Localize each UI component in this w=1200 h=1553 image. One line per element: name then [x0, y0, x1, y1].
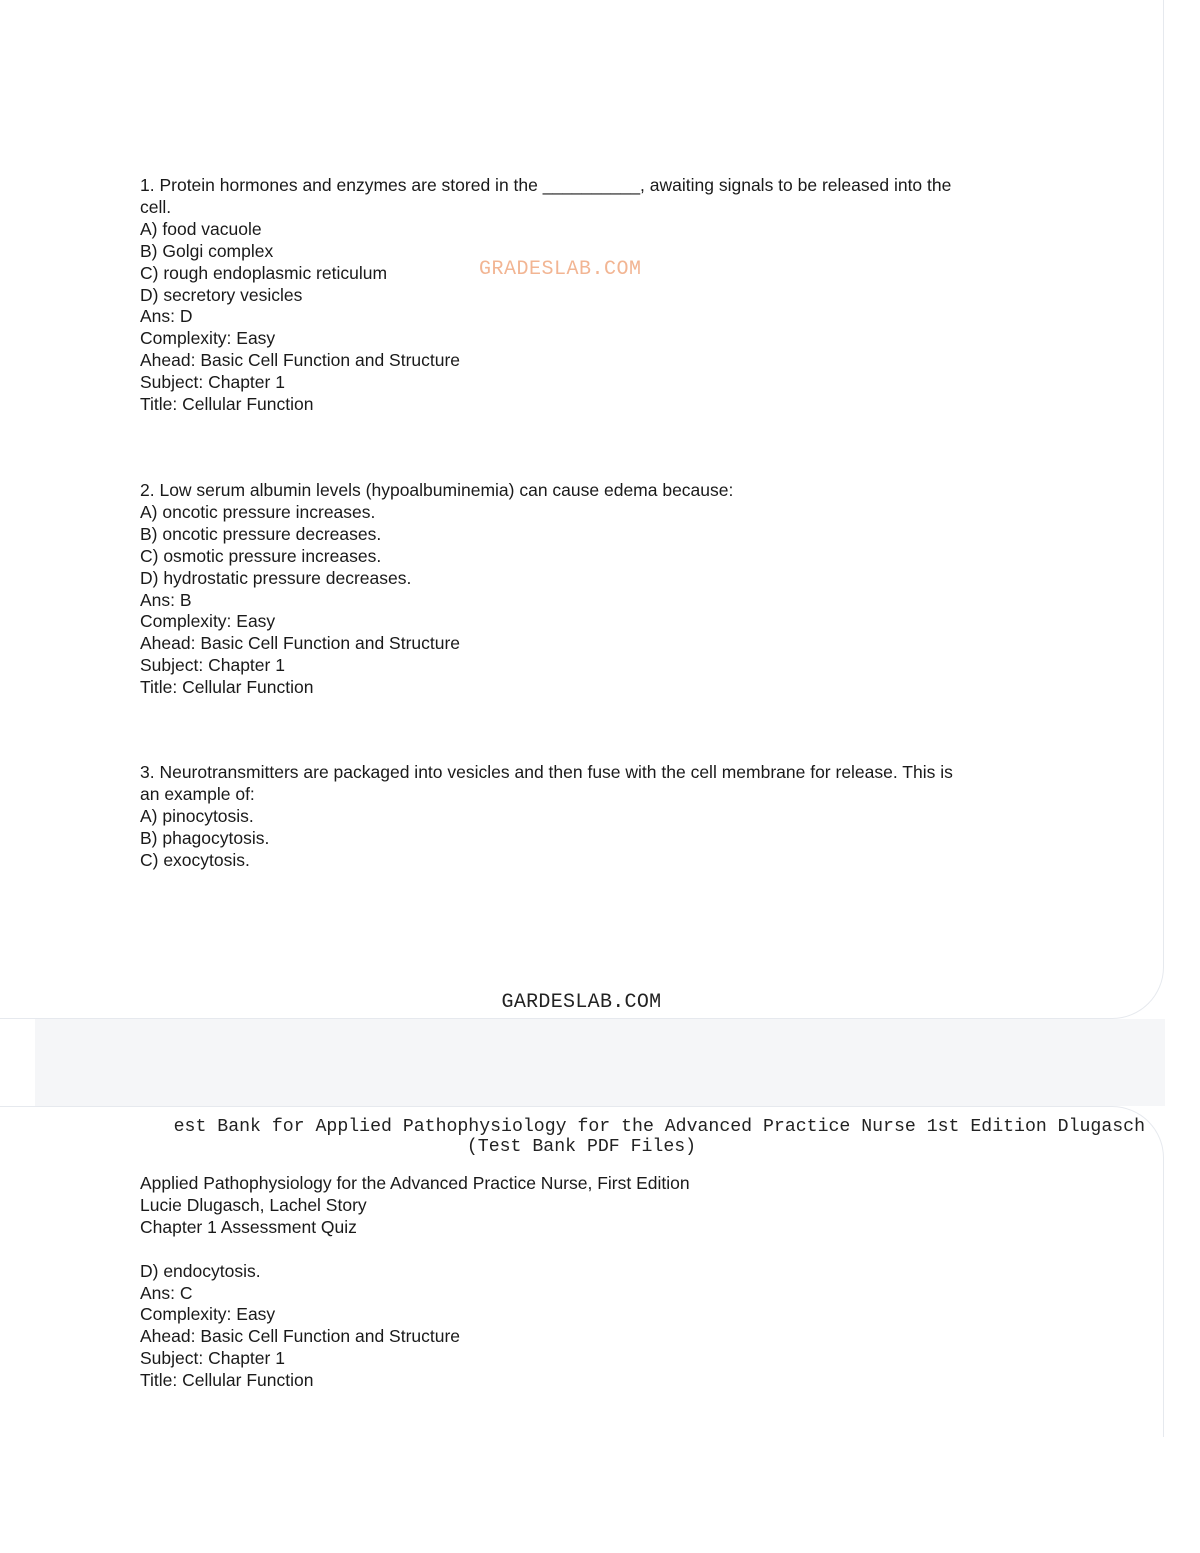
- question-text-cont: an example of:: [140, 783, 255, 804]
- footer-watermark: GARDESLAB.COM: [501, 991, 662, 1014]
- option-b: B) oncotic pressure decreases.: [140, 523, 382, 544]
- question-text: 2. Low serum albumin levels (hypoalbuminemia) can cause edema because:: [140, 480, 734, 500]
- question-3: [140, 762, 953, 872]
- subject: Subject: Chapter 1: [140, 655, 285, 676]
- option-d: D) endocytosis.: [140, 1260, 261, 1281]
- question-1: [140, 175, 951, 416]
- ahead: Ahead: Basic Cell Function and Structure: [140, 350, 461, 371]
- option-a: A) pinocytosis.: [140, 805, 254, 826]
- header-line-1: est Bank for Applied Pathophysiology for the Advanced Practice Nurse 1st Edition Dlugasch: [173, 1117, 1145, 1137]
- answer: Ans: C: [140, 1282, 193, 1303]
- ahead: Ahead: Basic Cell Function and Structure: [140, 1326, 461, 1347]
- page-header: [0, 1117, 1200, 1165]
- question-text: 3. Neurotransmitters are packaged into vesicles and then fuse with the cell membrane for release. This is: [140, 762, 953, 782]
- question-text: 1. Protein hormones and enzymes are stored in the __________, awaiting signals to be released into the: [140, 175, 952, 195]
- option-a: A) food vacuole: [140, 218, 262, 239]
- option-b: B) phagocytosis.: [140, 827, 270, 848]
- option-d: D) secretory vesicles: [140, 284, 303, 305]
- subject: Subject: Chapter 1: [140, 372, 285, 393]
- authors: Lucie Dlugasch, Lachel Story: [140, 1194, 367, 1215]
- subject: Subject: Chapter 1: [140, 1348, 285, 1369]
- book-title: Applied Pathophysiology for the Advanced Practice Nurse, First Edition: [140, 1173, 690, 1193]
- title: Title: Cellular Function: [140, 677, 314, 698]
- title: Title: Cellular Function: [140, 1370, 314, 1391]
- page-2-content: [140, 1173, 690, 1392]
- option-a: A) oncotic pressure increases.: [140, 501, 376, 522]
- option-b: B) Golgi complex: [140, 240, 274, 261]
- complexity: Complexity: Easy: [140, 1304, 276, 1325]
- title: Title: Cellular Function: [140, 394, 314, 415]
- option-d: D) hydrostatic pressure decreases.: [140, 567, 412, 588]
- option-c: C) exocytosis.: [140, 849, 250, 870]
- answer: Ans: B: [140, 589, 192, 610]
- quiz-title: Chapter 1 Assessment Quiz: [140, 1216, 357, 1237]
- header-line-2: (Test Bank PDF Files): [466, 1137, 697, 1157]
- question-text-cont: cell.: [140, 196, 172, 217]
- question-2: [140, 480, 733, 699]
- answer: Ans: D: [140, 306, 193, 327]
- option-c: C) osmotic pressure increases.: [140, 545, 382, 566]
- ahead: Ahead: Basic Cell Function and Structure: [140, 633, 461, 654]
- watermark-top: GRADESLAB.COM: [479, 258, 642, 281]
- complexity: Complexity: Easy: [140, 611, 276, 632]
- option-c: C) rough endoplasmic reticulum: [140, 262, 388, 283]
- complexity: Complexity: Easy: [140, 328, 276, 349]
- page-gap: [35, 1019, 1165, 1106]
